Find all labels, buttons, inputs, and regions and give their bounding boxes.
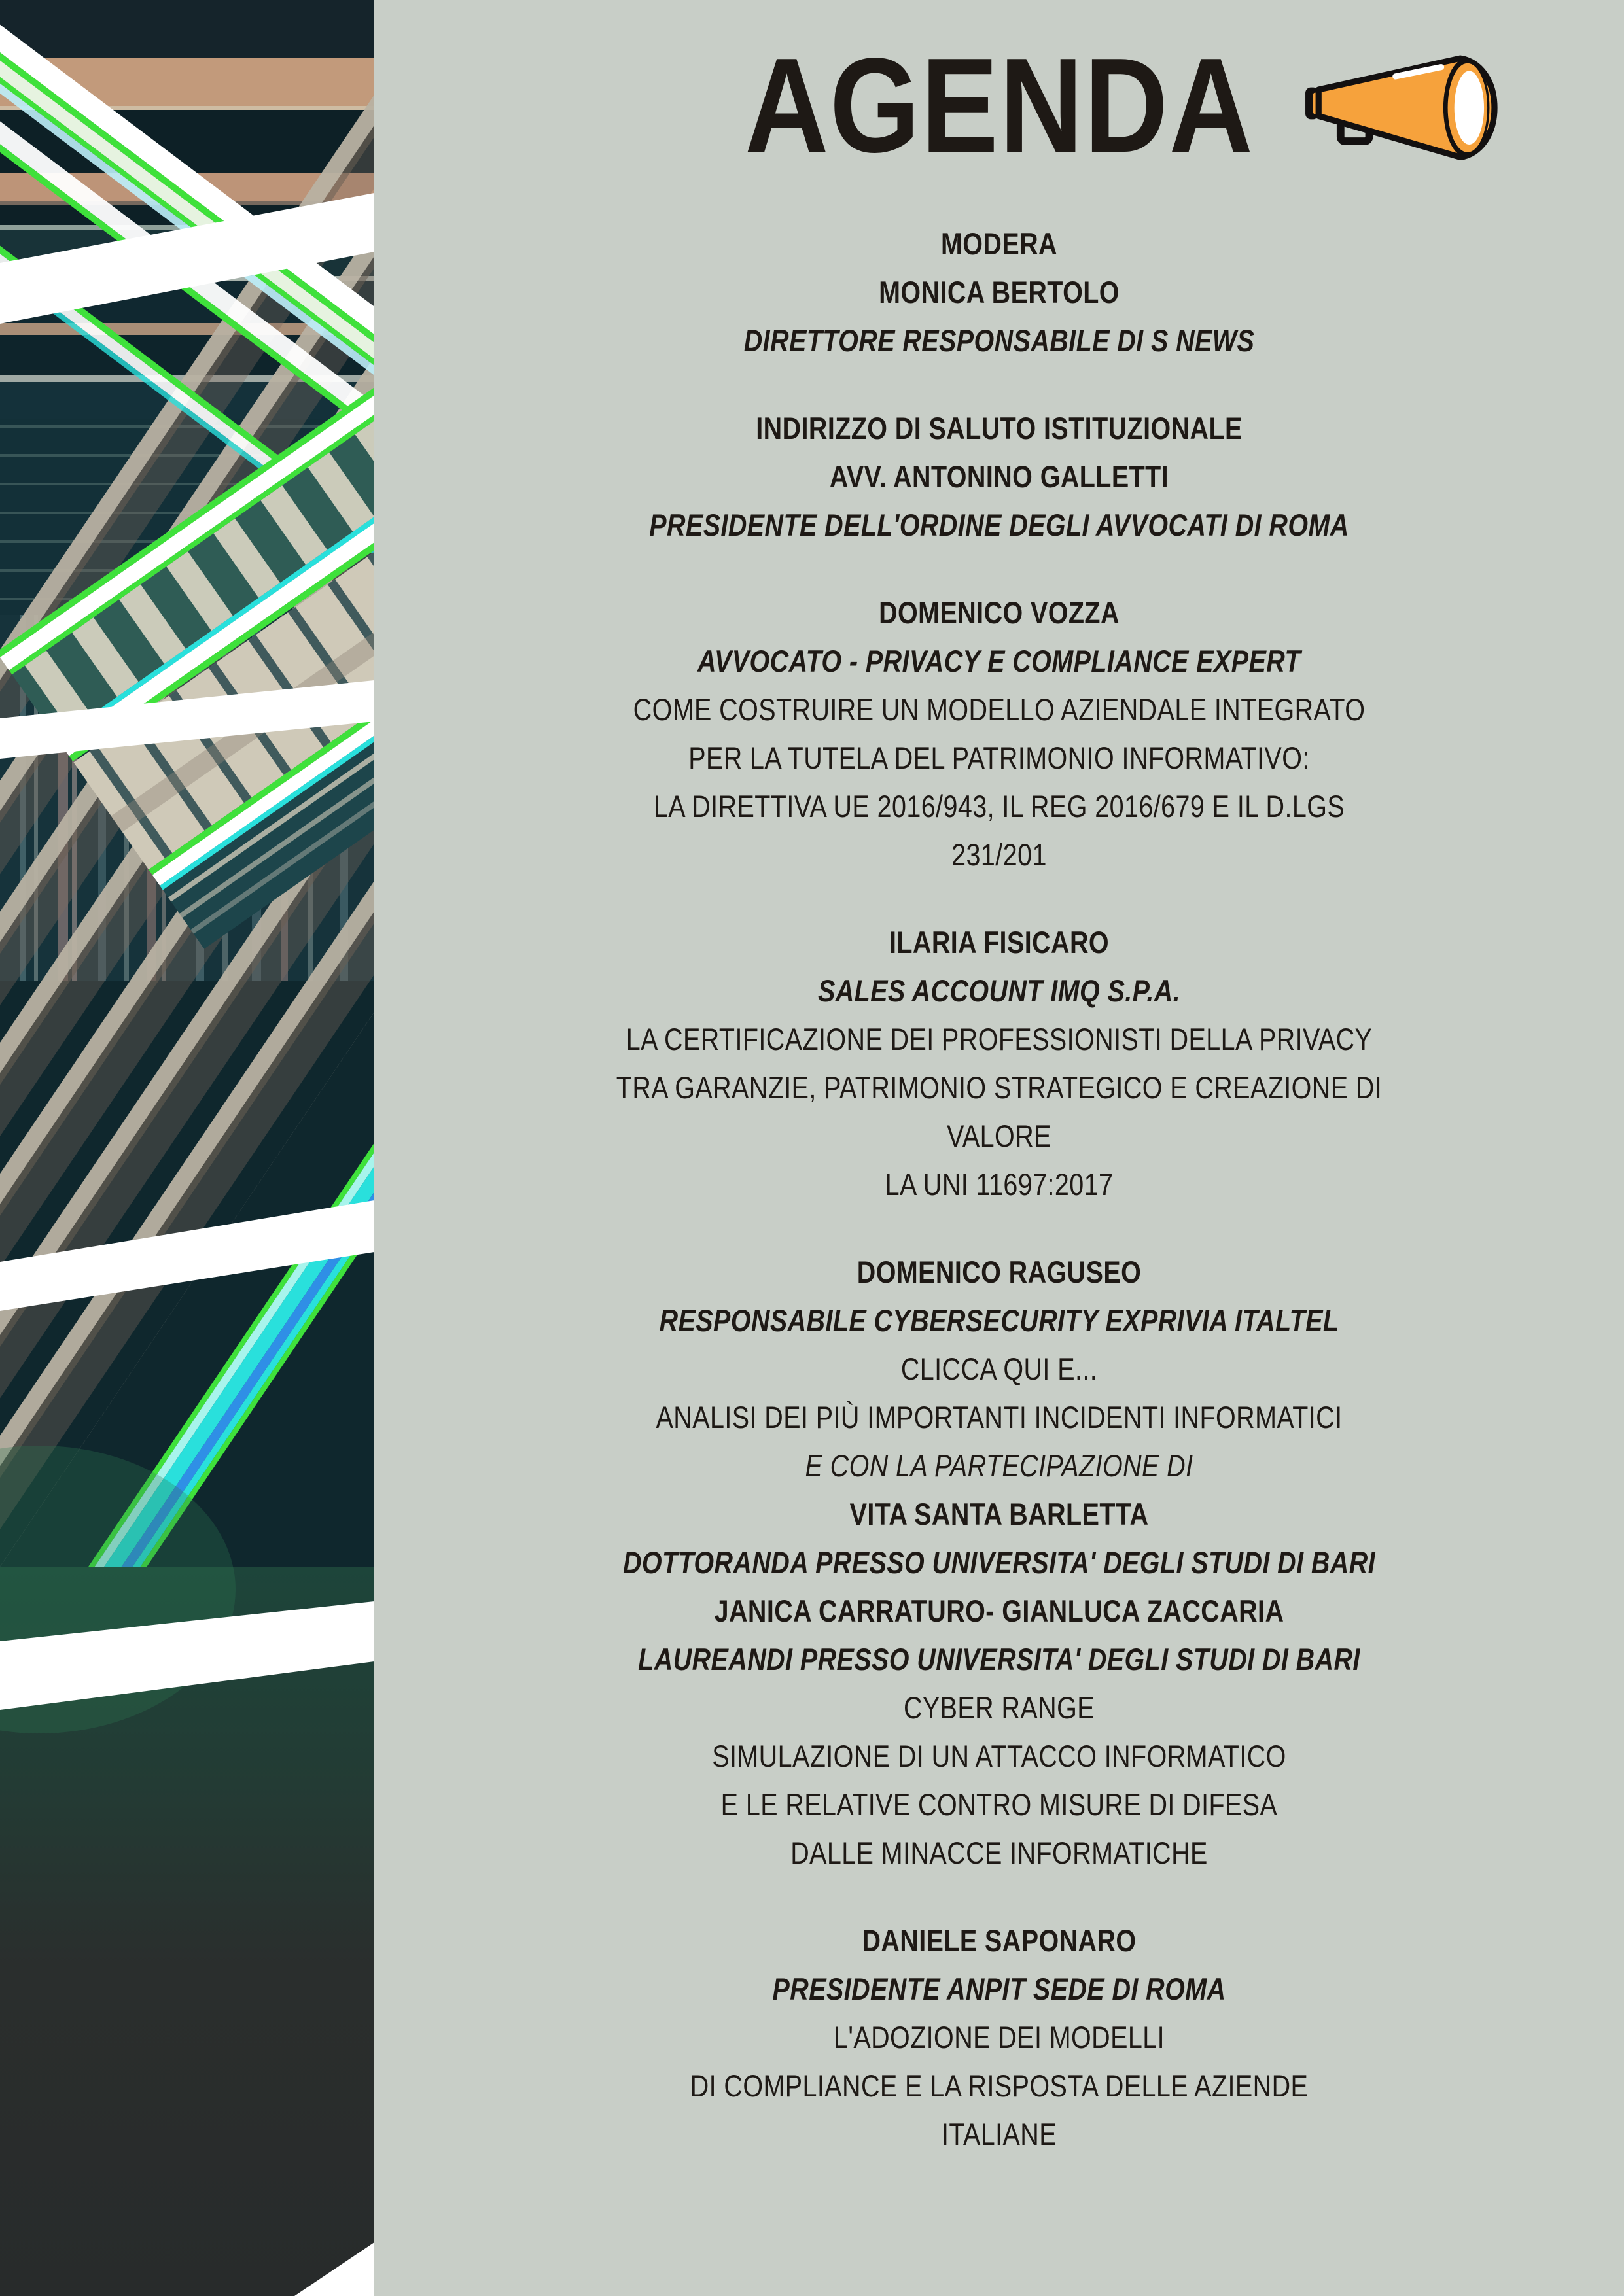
agenda-line: COME COSTRUIRE UN MODELLO AZIENDALE INTEGRATO <box>633 692 1366 727</box>
agenda-line: LAUREANDI PRESSO UNIVERSITA' DEGLI STUDI DI BARI <box>638 1642 1360 1677</box>
agenda-section-speaker-saponaro <box>374 1917 1624 2159</box>
agenda-line: SIMULAZIONE DI UN ATTACCO INFORMATICO <box>712 1739 1286 1773</box>
agenda-line: AVVOCATO - PRIVACY E COMPLIANCE EXPERT <box>697 644 1301 678</box>
agenda-line: E CON LA PARTECIPAZIONE DI <box>805 1448 1193 1483</box>
agenda-line: DIRETTORE RESPONSABILE DI S NEWS <box>743 323 1255 358</box>
agenda-line: PRESIDENTE ANPIT SEDE DI ROMA <box>772 1972 1226 2006</box>
agenda-line: MONICA BERTOLO <box>879 275 1120 309</box>
agenda-line: ITALIANE <box>942 2117 1057 2151</box>
agenda-line: CLICCA QUI E... <box>900 1351 1098 1386</box>
agenda-line: ANALISI DEI PIÙ IMPORTANTI INCIDENTI INFORMATICI <box>656 1400 1343 1435</box>
agenda-sections <box>374 220 1624 2159</box>
agenda-line: LA CERTIFICAZIONE DEI PROFESSIONISTI DELLA PRIVACY <box>626 1022 1373 1056</box>
agenda-line: DALLE MINACCE INFORMATICHE <box>790 1835 1208 1870</box>
agenda-line: TRA GARANZIE, PATRIMONIO STRATEGICO E CREAZIONE DI <box>616 1070 1383 1105</box>
agenda-line: LA UNI 11697:2017 <box>885 1167 1114 1202</box>
agenda-line: DOTTORANDA PRESSO UNIVERSITA' DEGLI STUDI DI BARI <box>622 1545 1376 1580</box>
agenda-content <box>374 0 1624 2296</box>
agenda-line: 231/201 <box>951 837 1047 872</box>
agenda-section-moderator <box>374 220 1624 365</box>
agenda-line: MODERA <box>940 226 1057 261</box>
decorative-photo-strip <box>0 0 374 2296</box>
agenda-line: VITA SANTA BARLETTA <box>849 1497 1149 1531</box>
agenda-line: AVV. ANTONINO GALLETTI <box>829 459 1169 494</box>
page-title: AGENDA <box>744 30 1254 181</box>
agenda-line: LA DIRETTIVA UE 2016/943, IL REG 2016/679 E IL D.LGS <box>653 789 1345 824</box>
agenda-line: VALORE <box>947 1119 1051 1153</box>
agenda-section-saluto-istituzionale <box>374 404 1624 549</box>
agenda-line: JANICA CARRATURO- GIANLUCA ZACCARIA <box>714 1593 1284 1628</box>
agenda-line: INDIRIZZO DI SALUTO ISTITUZIONALE <box>756 411 1243 445</box>
agenda-line: PRESIDENTE DELL'ORDINE DEGLI AVVOCATI DI ROMA <box>649 508 1349 542</box>
agenda-line: PER LA TUTELA DEL PATRIMONIO INFORMATIVO: <box>688 740 1310 775</box>
agenda-line: L'ADOZIONE DEI MODELLI <box>833 2020 1165 2055</box>
agenda-line: DI COMPLIANCE E LA RISPOSTA DELLE AZIENDE <box>690 2068 1309 2103</box>
agenda-line: DOMENICO RAGUSEO <box>856 1255 1142 1289</box>
agenda-line: CYBER RANGE <box>903 1690 1095 1725</box>
megaphone-icon <box>1302 55 1522 200</box>
agenda-line: E LE RELATIVE CONTRO MISURE DI DIFESA <box>720 1787 1278 1822</box>
agenda-header <box>374 0 1624 220</box>
agenda-section-speaker-raguseo <box>374 1248 1624 1877</box>
agenda-line: DANIELE SAPONARO <box>862 1923 1137 1958</box>
agenda-line: DOMENICO VOZZA <box>879 595 1120 630</box>
agenda-line: SALES ACCOUNT IMQ S.P.A. <box>817 973 1181 1008</box>
agenda-section-speaker-vozza <box>374 589 1624 879</box>
agenda-section-speaker-fisicaro <box>374 918 1624 1209</box>
agenda-line: RESPONSABILE CYBERSECURITY EXPRIVIA ITALTEL <box>659 1303 1339 1338</box>
agenda-line: ILARIA FISICARO <box>889 925 1110 960</box>
